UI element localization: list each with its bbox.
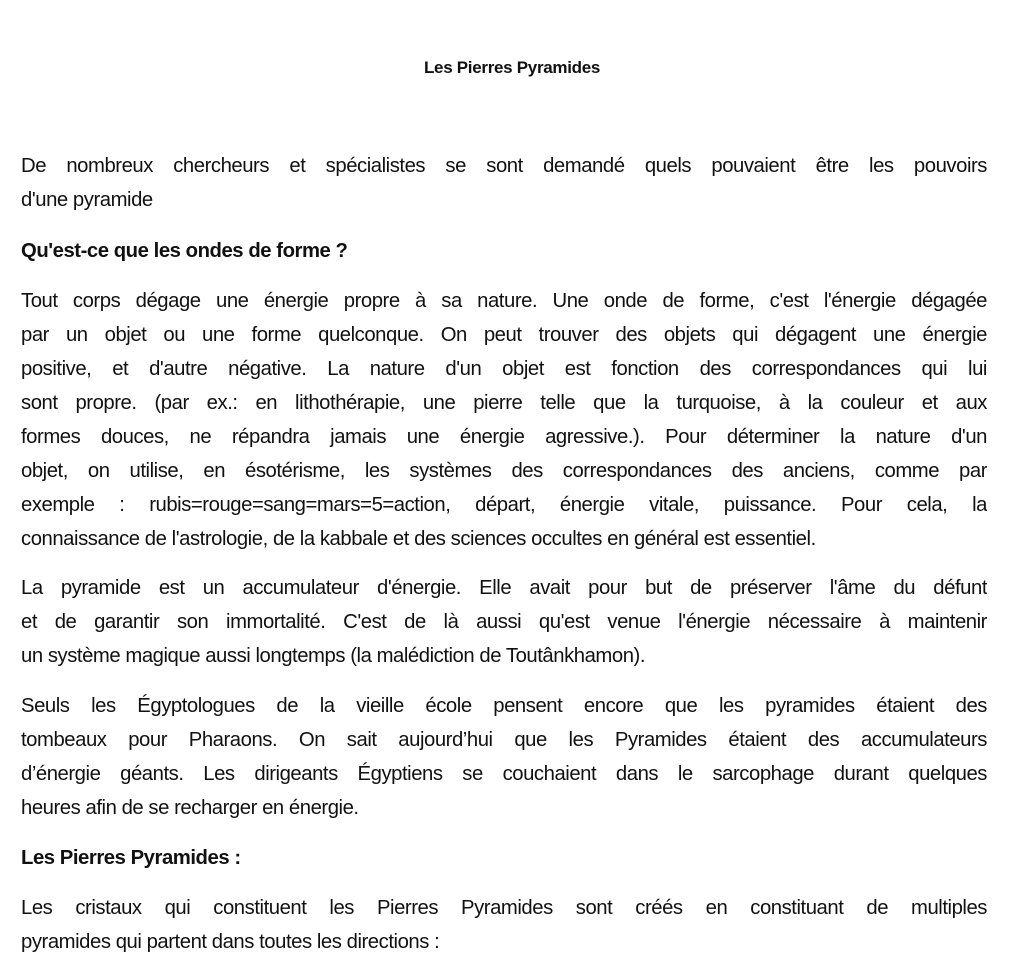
- text-line: et de garantir son immortalité. C'est de là aussi qu'est venue l'énergie nécessaire à maintenir: [21, 611, 987, 633]
- text-line: sont propre. (par ex.: en lithothérapie, une pierre telle que la turquoise, à la couleur et aux: [21, 392, 987, 414]
- text-line: par un objet ou une forme quelconque. On peut trouver des objets qui dégagent une énergie: [21, 324, 987, 346]
- text-line: positive, et d'autre négative. La nature d'un objet est fonction des correspondances qui lui: [21, 358, 987, 380]
- text-line: heures afin de se recharger en énergie.: [21, 797, 359, 819]
- paragraph-ondes-de-forme: [21, 284, 987, 556]
- text-line: Les cristaux qui constituent les Pierres Pyramides sont créés en constituant de multiples: [21, 897, 987, 919]
- text-line: pyramides qui partent dans toutes les directions :: [21, 931, 440, 953]
- paragraph-accumulateur: [21, 571, 987, 673]
- text-line: tombeaux pour Pharaons. On sait aujourd’hui que les Pyramides étaient des accumulateurs: [21, 729, 987, 751]
- paragraph-egyptologues: [21, 689, 987, 825]
- paragraph-cristaux: [21, 891, 987, 959]
- text-line: Seuls les Égyptologues de la vieille école pensent encore que les pyramides étaient des: [21, 695, 987, 717]
- text-line: d’énergie géants. Les dirigeants Égyptiens se couchaient dans le sarcophage durant quelques: [21, 763, 987, 785]
- document-title: Les Pierres Pyramides: [423, 58, 601, 77]
- text-line: formes douces, ne répandra jamais une énergie agressive.). Pour déterminer la nature d'un: [21, 426, 987, 448]
- text-line: exemple : rubis=rouge=sang=mars=5=action, départ, énergie vitale, puissance. Pour cela, la: [21, 494, 987, 516]
- intro-paragraph: [21, 149, 987, 217]
- text-line: La pyramide est un accumulateur d'énergie. Elle avait pour but de préserver l'âme du défunt: [21, 577, 987, 599]
- text-line: De nombreux chercheurs et spécialistes se sont demandé quels pouvaient être les pouvoirs: [21, 155, 987, 177]
- text-line: objet, on utilise, en ésotérisme, les systèmes des correspondances des anciens, comme par: [21, 460, 987, 482]
- text-line: connaissance de l'astrologie, de la kabbale et des sciences occultes en général est essentiel.: [21, 528, 816, 550]
- text-line: Tout corps dégage une énergie propre à sa nature. Une onde de forme, c'est l'énergie dégagée: [21, 290, 987, 312]
- text-line: un système magique aussi longtemps (la malédiction de Toutânkhamon).: [21, 645, 646, 667]
- section-heading-pierres-pyramides: Les Pierres Pyramides :: [21, 847, 241, 869]
- text-line: d'une pyramide: [21, 189, 153, 211]
- section-heading-ondes-de-forme: Qu'est-ce que les ondes de forme ?: [21, 240, 348, 262]
